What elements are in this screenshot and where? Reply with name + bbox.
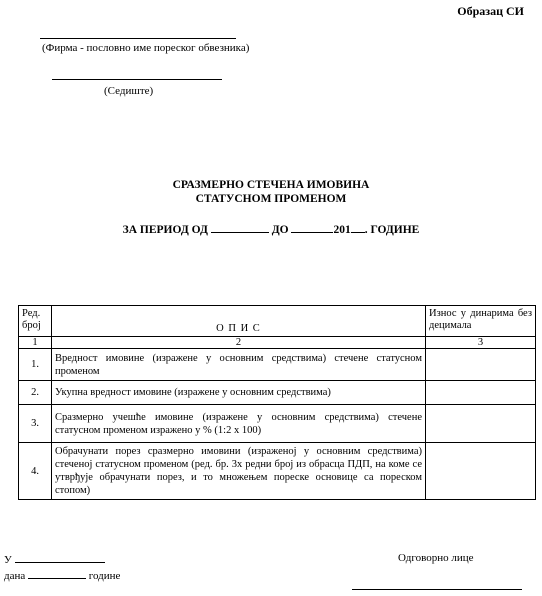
place-prefix: У [4,554,12,566]
index-cell: 1 [19,337,52,349]
form-code: Образац СИ [457,4,524,18]
date-line [4,568,120,582]
period-year-field[interactable] [351,222,365,233]
row-amount-input[interactable] [426,381,536,405]
table-row [19,405,536,443]
asset-table [18,305,536,500]
row-number: 4. [19,443,52,500]
index-cell: 2 [52,337,426,349]
index-cell: 3 [426,337,536,349]
row-number: 3. [19,405,52,443]
row-description: Сразмерно учешће имовине (изражене у основним средствима) стечене статусном променом изражено у % (1:2 х 100) [52,405,426,443]
row-amount-input[interactable] [426,405,536,443]
period-middle: ДО [271,224,289,236]
row-description: Обрачунати порез сразмерно имовини (израженој у основним средствима) стеченој статусном променом (ред. бр. 3х редни број из обрасца ПДП, на коме се утврђује обрачунати порез, и то множењем пореске основице са пореском стопом) [52,443,426,500]
date-suffix: године [88,570,121,582]
seat-line [52,79,222,80]
row-number: 2. [19,381,52,405]
table-row [19,349,536,381]
period-prefix: ЗА ПЕРИОД ОД [122,224,208,236]
row-number: 1. [19,349,52,381]
place-line [4,552,105,566]
document-title-line2: СТАТУСНОМ ПРОМЕНОМ [195,193,347,205]
period-to-field[interactable] [291,222,333,233]
place-field[interactable] [15,552,105,563]
table-index-row [19,337,536,349]
header-no: Ред. број [19,306,52,337]
company-caption: (Фирма - пословно име пореског обвезника) [42,42,250,54]
date-prefix: дана [4,570,26,582]
row-amount-input[interactable] [426,349,536,381]
seat-caption: (Седиште) [104,85,154,97]
company-name-line [40,38,236,39]
table-row [19,443,536,500]
period-year-prefix: 201 [333,224,351,236]
signature-line[interactable] [352,589,522,590]
period-suffix: . ГОДИНЕ [364,224,420,236]
row-description: Укупна вредност имовине (изражене у основним средствима) [52,381,426,405]
period-line [0,222,542,236]
responsible-person-label: Одговорно лице [398,552,474,564]
table-header-row [19,306,536,337]
row-description: Вредност имовине (изражене у основним средствима) стечене статусном променом [52,349,426,381]
header-desc: О П И С [52,306,426,337]
row-amount-input[interactable] [426,443,536,500]
table-row [19,381,536,405]
date-field[interactable] [28,568,86,579]
header-amount: Износ у динарима без децимала [426,306,536,337]
document-title-line1: СРАЗМЕРНО СТЕЧЕНА ИМОВИНА [172,179,370,191]
period-from-field[interactable] [211,222,269,233]
